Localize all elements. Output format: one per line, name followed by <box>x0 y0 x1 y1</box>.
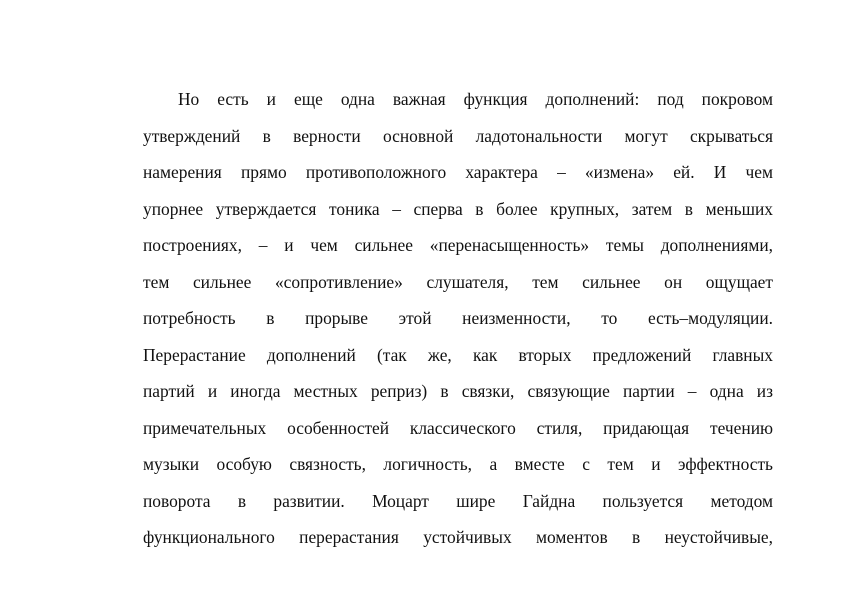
text-line: музыки особую связность, логичность, а вместе с тем и эффектность <box>143 454 773 474</box>
text-line: партий и иногда местных реприз) в связки, связующие партии – одна из <box>143 381 773 401</box>
text-line: примечательных особенностей классического стиля, придающая течению <box>143 417 773 438</box>
text-line: Но есть и еще одна важная функция дополнений: под покровом <box>178 89 773 109</box>
text-line: Перерастание дополнений (так же, как вторых предложений главных <box>143 344 773 365</box>
text-line: утверждений в верности основной ладотональности могут скрываться <box>143 125 773 146</box>
paragraph <box>143 84 773 559</box>
text-line: упорнее утверждается тоника – сперва в более крупных, затем в меньших <box>143 198 773 219</box>
text-line: построениях, – и чем сильнее «перенасыщенность» темы дополнениями, <box>143 235 773 255</box>
text-line: потребность в прорыве этой неизменности, то есть–модуляции. <box>143 308 773 328</box>
text-line: поворота в развитии. Моцарт шире Гайдна пользуется методом <box>143 490 773 511</box>
text-line: намерения прямо противоположного характера – «измена» ей. И чем <box>143 162 773 182</box>
text-line: тем сильнее «сопротивление» слушателя, тем сильнее он ощущает <box>143 271 773 292</box>
text-line: функционального перерастания устойчивых моментов в неустойчивые, <box>143 527 773 547</box>
